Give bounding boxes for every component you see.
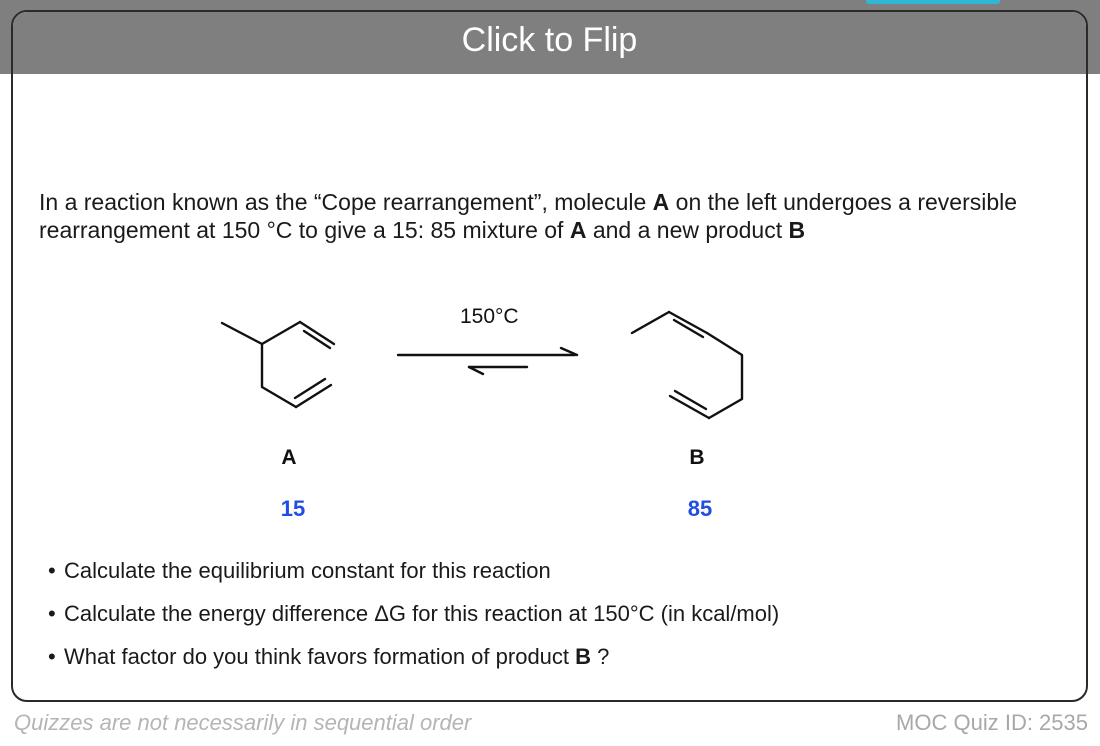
question-text: In a reaction known as the “Cope rearrangement”, molecule A on the left undergoes a reversible rearrangement at 150 °C to give a 15: 85 mixture of A and a new product B — [39, 189, 1018, 243]
molecule-a-ratio: 15 — [280, 496, 306, 521]
reaction-condition: 150°C — [460, 305, 519, 328]
molecule-b-label: B — [689, 446, 705, 469]
molecule-a-ref: A — [652, 189, 670, 215]
quiz-id: MOC Quiz ID: 2535 — [896, 710, 1088, 735]
molecule-b-ref: B — [788, 217, 806, 243]
molecule-a-structure — [222, 322, 334, 407]
task-item: • Calculate the energy difference ΔG for this reaction at 150°C (in kcal/mol) — [48, 599, 779, 642]
tab-indicator — [866, 0, 1000, 4]
flip-button-label: Click to Flip — [461, 21, 638, 59]
molecule-a-ref-2: A — [569, 217, 587, 243]
bullet-icon: • — [48, 601, 56, 626]
footer-note: Quizzes are not necessarily in sequential order — [14, 710, 472, 735]
equilibrium-arrows — [398, 348, 577, 374]
molecule-b-ratio: 85 — [687, 496, 713, 521]
task-item: • What factor do you think favors formation of product B ? — [48, 642, 779, 685]
task-list — [48, 556, 779, 685]
task-item: • Calculate the equilibrium constant for this reaction — [48, 556, 779, 599]
molecule-b-structure — [632, 312, 742, 418]
bullet-icon: • — [48, 644, 56, 669]
bullet-icon: • — [48, 558, 56, 583]
molecule-a-label: A — [281, 446, 297, 469]
